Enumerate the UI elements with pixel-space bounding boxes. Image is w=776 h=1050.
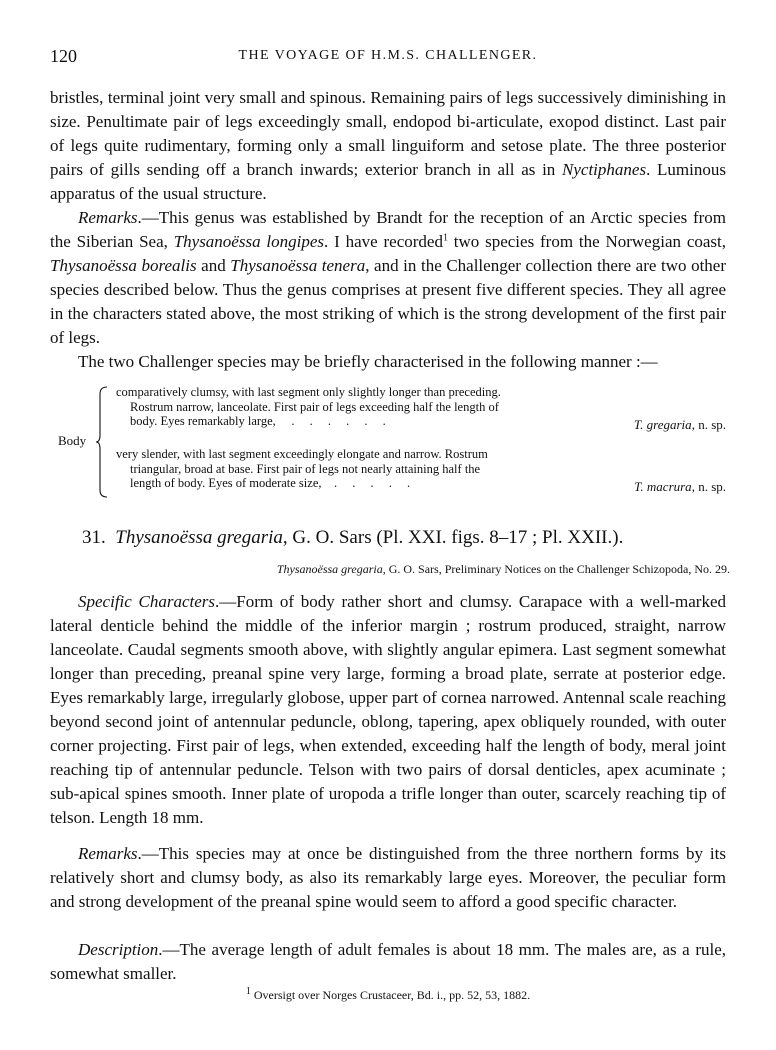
taxon-name: Thysanoëssa tenera bbox=[230, 256, 366, 275]
dot-leader: . . . . . bbox=[334, 476, 417, 490]
footnote-marker: 1 bbox=[442, 232, 448, 244]
specific-characters-paragraph: Specific Characters.—Form of body rather short and clumsy. Carapace with a well-marked lateral denticle behind the middle of the inferior margin ; rostrum produced, straight, narrow lanceolate. Caudal segments smooth above, with slightly angular epimera. Last segment somewhat longer than preceding, preanal spine very large, forming a broad plate, serrate at posterior edge. Eyes remarkably large, irregularly globose, upper part of cornea narrowed. Antennal scale reaching beyond second joint of antennular peduncle, oblong, tapering, apex obliquely rounded, with outer corner projecting. First pair of legs, when extended, exceeding half the length of body, meral joint reaching tip of antennular peduncle. Telson with two pairs of dorsal denticles, apex acuminate ; sub-apical spines smooth. Inner plate of uropoda a trifle longer than outer, scarcely reaching tip of telson. Length 18 mm. bbox=[50, 592, 726, 827]
remarks-genus-paragraph: Remarks.—This genus was established by Brandt for the reception of an Arctic species from the Siberian Sea, Thysanoëssa longipes. I have recorded$^1$ two species from the Norwegian coast, Thysanoëssa borealis and Thysanoëssa tenera, and in the Challenger collection there are two other species described below. Thus the genus comprises at present five different species. They all agree in the characters stated above, the most striking of which is the strong development of the first pair of legs. bbox=[50, 208, 726, 347]
dot-leader: . . . . . . bbox=[291, 414, 392, 428]
taxon-name: Thysanoëssa gregaria bbox=[276, 562, 383, 576]
remarks-species-paragraph: Remarks.—This species may at once be distinguished from the three northern forms by its relatively short and clumsy body, as also its remarkably large eyes. Moreover, the peculiar form and strong development of the preanal spine would seem to afford a good specific character. bbox=[50, 844, 726, 911]
footnote: $^1$ Oversigt over Norges Crustaceer, Bd. i., pp. 52, 53, 1882. bbox=[245, 986, 531, 1002]
taxon-name: T. gregaria bbox=[633, 417, 692, 432]
taxon-name: Nyctiphanes bbox=[562, 160, 647, 179]
key-entry: very slender, with last segment exceedingly elongate and narrow. Rostrum triangular, broad at base. First pair of legs not nearly attaining half the length of body. Eyes of moderate size, . . . . . bbox=[116, 447, 488, 490]
brace-icon bbox=[96, 386, 108, 498]
key-result: T. macrura, n. sp. bbox=[634, 479, 726, 494]
section-label: Specific Characters bbox=[78, 592, 216, 611]
key-label: Body bbox=[58, 433, 87, 448]
remarks-label: Remarks bbox=[78, 208, 138, 227]
taxon-name: T. macrura bbox=[634, 479, 692, 494]
running-head bbox=[50, 46, 726, 70]
key-intro: The two Challenger species may be briefly characterised in the following manner :— bbox=[78, 352, 658, 371]
taxon-name: Thysanoëssa longipes bbox=[173, 232, 325, 251]
running-title: THE VOYAGE OF H.M.S. CHALLENGER. bbox=[238, 48, 538, 63]
description-paragraph: Description.—The average length of adult females is about 18 mm. The males are, as a rule, somewhat smaller. bbox=[50, 940, 726, 983]
species-name: Thysanoëssa gregaria bbox=[115, 527, 283, 548]
species-reference: Thysanoëssa gregaria, G. O. Sars, Preliminary Notices on the Challenger Schizopoda, No. 29. bbox=[276, 562, 730, 576]
footnote-marker: 1 bbox=[245, 986, 251, 997]
section-label: Description bbox=[78, 940, 159, 959]
section-label: Remarks bbox=[78, 844, 138, 863]
taxon-name: Thysanoëssa borealis bbox=[50, 256, 197, 275]
identification-key bbox=[50, 382, 726, 500]
key-entry: comparatively clumsy, with last segment only slightly longer than preceding. Rostrum narrow, lanceolate. First pair of legs exceeding half the length of body. Eyes remarkably large, . . . . . . bbox=[116, 385, 501, 428]
species-heading: 31. Thysanoëssa gregaria, G. O. Sars (Pl. XXI. figs. 8–17 ; Pl. XXII.). bbox=[82, 527, 624, 548]
page-number: 120 bbox=[50, 46, 77, 66]
key-result: T. gregaria, n. sp. bbox=[633, 417, 726, 432]
intro-paragraph: bristles, terminal joint very small and spinous. Remaining pairs of legs successively diminishing in size. Penultimate pair of legs exceedingly small, endopod bi-articulate, exopod distinct. Last pair of legs quite rudimentary, forming only a small linguiform and setose plate. The three posterior pairs of gills sending off a branch inwards; exterior branch in all as in Nyctiphanes. Luminous apparatus of the usual structure. bbox=[50, 88, 726, 203]
